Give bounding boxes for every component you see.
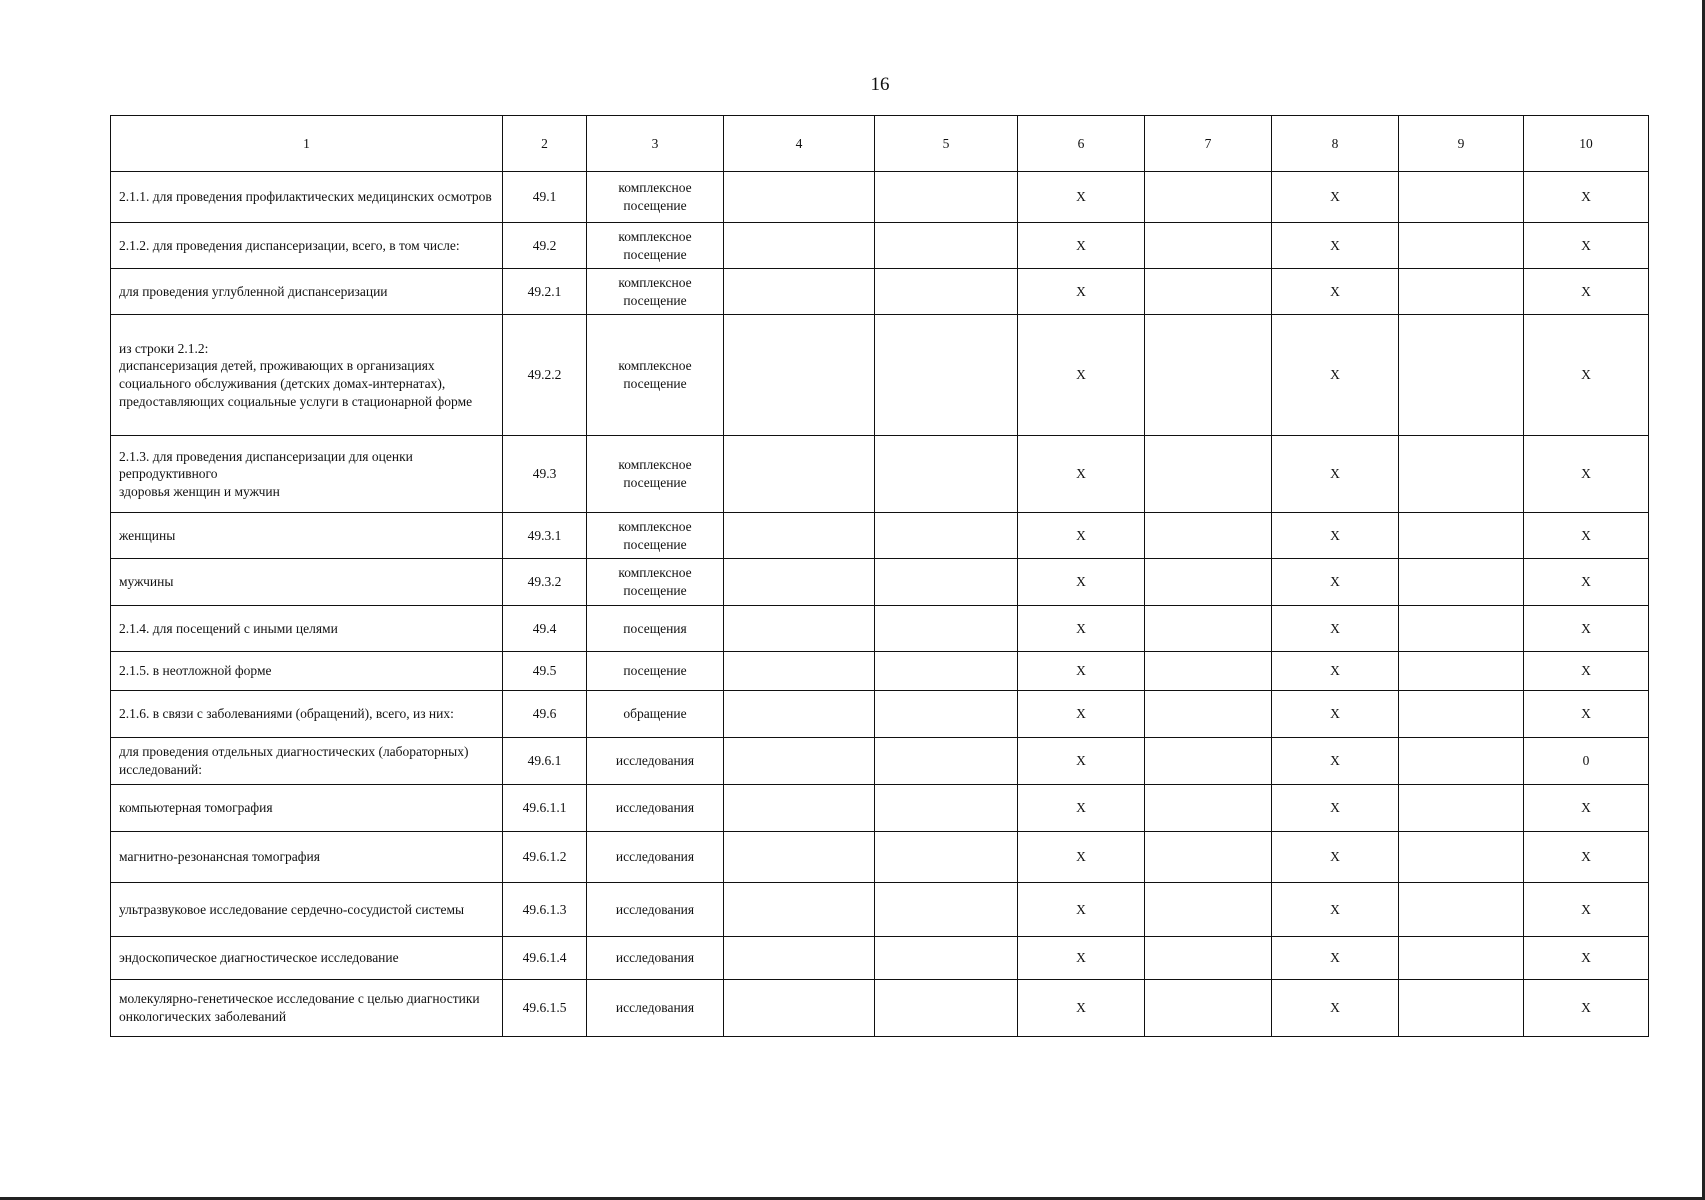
cell-col-6: Х — [1018, 738, 1145, 785]
cell-col-10: Х — [1524, 436, 1649, 513]
cell-col-10: Х — [1524, 315, 1649, 436]
cell-col-5 — [875, 606, 1018, 652]
cell-col-4 — [724, 652, 875, 691]
cell-col-4 — [724, 883, 875, 937]
row-unit-cell: обращение — [587, 691, 724, 738]
cell-col-5 — [875, 980, 1018, 1037]
cell-col-6: Х — [1018, 832, 1145, 883]
table-row — [111, 172, 1649, 223]
row-unit-cell: комплексное посещение — [587, 172, 724, 223]
row-name-cell: ультразвуковое исследование сердечно-сосудистой системы — [111, 883, 503, 937]
cell-col-9 — [1399, 172, 1524, 223]
cell-col-6: Х — [1018, 980, 1145, 1037]
row-code-cell: 49.2.2 — [503, 315, 587, 436]
row-name-cell: из строки 2.1.2: диспансеризация детей, проживающих в организациях социального обслуживания (детских домах-интернатах), предоставляющих социальные услуги в стационарной форме — [111, 315, 503, 436]
cell-col-9 — [1399, 513, 1524, 559]
column-header: 10 — [1524, 116, 1649, 172]
cell-col-5 — [875, 832, 1018, 883]
table-row — [111, 606, 1649, 652]
row-code-cell: 49.3.1 — [503, 513, 587, 559]
row-code-cell: 49.3.2 — [503, 559, 587, 606]
row-code-cell: 49.5 — [503, 652, 587, 691]
cell-col-7 — [1145, 315, 1272, 436]
cell-col-10: Х — [1524, 691, 1649, 738]
cell-col-10: Х — [1524, 652, 1649, 691]
cell-col-8: Х — [1272, 436, 1399, 513]
column-header: 7 — [1145, 116, 1272, 172]
row-name-cell: 2.1.2. для проведения диспансеризации, всего, в том числе: — [111, 223, 503, 269]
cell-col-9 — [1399, 832, 1524, 883]
row-name-cell: 2.1.3. для проведения диспансеризации для оценки репродуктивного здоровья женщин и мужчин — [111, 436, 503, 513]
row-name-cell: эндоскопическое диагностическое исследование — [111, 937, 503, 980]
cell-col-10: Х — [1524, 785, 1649, 832]
column-header: 8 — [1272, 116, 1399, 172]
cell-col-6: Х — [1018, 269, 1145, 315]
row-unit-cell: комплексное посещение — [587, 315, 724, 436]
row-code-cell: 49.6.1.2 — [503, 832, 587, 883]
page-number: 16 — [870, 74, 890, 95]
table-row — [111, 652, 1649, 691]
cell-col-5 — [875, 738, 1018, 785]
document-table — [110, 115, 1649, 1037]
cell-col-9 — [1399, 785, 1524, 832]
row-unit-cell: исследования — [587, 980, 724, 1037]
cell-col-9 — [1399, 436, 1524, 513]
cell-col-8: Х — [1272, 691, 1399, 738]
cell-col-10: Х — [1524, 559, 1649, 606]
table-row — [111, 883, 1649, 937]
row-unit-cell: исследования — [587, 832, 724, 883]
row-code-cell: 49.6.1 — [503, 738, 587, 785]
cell-col-4 — [724, 606, 875, 652]
row-name-cell: молекулярно-генетическое исследование с целью диагностики онкологических заболеваний — [111, 980, 503, 1037]
row-code-cell: 49.2.1 — [503, 269, 587, 315]
cell-col-9 — [1399, 980, 1524, 1037]
cell-col-6: Х — [1018, 223, 1145, 269]
row-unit-cell: исследования — [587, 738, 724, 785]
cell-col-10: Х — [1524, 223, 1649, 269]
cell-col-7 — [1145, 223, 1272, 269]
cell-col-5 — [875, 223, 1018, 269]
row-code-cell: 49.6 — [503, 691, 587, 738]
cell-col-8: Х — [1272, 937, 1399, 980]
row-code-cell: 49.2 — [503, 223, 587, 269]
row-name-cell: для проведения углубленной диспансеризации — [111, 269, 503, 315]
cell-col-8: Х — [1272, 223, 1399, 269]
table-row — [111, 315, 1649, 436]
cell-col-4 — [724, 223, 875, 269]
row-unit-cell: посещения — [587, 606, 724, 652]
cell-col-7 — [1145, 513, 1272, 559]
cell-col-8: Х — [1272, 980, 1399, 1037]
cell-col-9 — [1399, 223, 1524, 269]
row-unit-cell: исследования — [587, 883, 724, 937]
table-row — [111, 785, 1649, 832]
cell-col-7 — [1145, 436, 1272, 513]
row-unit-cell: исследования — [587, 785, 724, 832]
cell-col-7 — [1145, 937, 1272, 980]
cell-col-5 — [875, 315, 1018, 436]
cell-col-5 — [875, 883, 1018, 937]
row-unit-cell: комплексное посещение — [587, 223, 724, 269]
cell-col-4 — [724, 436, 875, 513]
cell-col-7 — [1145, 691, 1272, 738]
row-name-cell: 2.1.6. в связи с заболеваниями (обращений), всего, из них: — [111, 691, 503, 738]
cell-col-7 — [1145, 606, 1272, 652]
cell-col-6: Х — [1018, 937, 1145, 980]
cell-col-8: Х — [1272, 315, 1399, 436]
row-unit-cell: комплексное посещение — [587, 436, 724, 513]
cell-col-9 — [1399, 315, 1524, 436]
cell-col-5 — [875, 172, 1018, 223]
cell-col-6: Х — [1018, 785, 1145, 832]
cell-col-9 — [1399, 559, 1524, 606]
cell-col-5 — [875, 937, 1018, 980]
cell-col-8: Х — [1272, 172, 1399, 223]
cell-col-7 — [1145, 883, 1272, 937]
column-header: 6 — [1018, 116, 1145, 172]
cell-col-5 — [875, 269, 1018, 315]
cell-col-10: Х — [1524, 606, 1649, 652]
cell-col-6: Х — [1018, 883, 1145, 937]
table-row — [111, 269, 1649, 315]
cell-col-9 — [1399, 652, 1524, 691]
row-code-cell: 49.6.1.1 — [503, 785, 587, 832]
cell-col-7 — [1145, 652, 1272, 691]
row-name-cell: для проведения отдельных диагностических (лабораторных) исследований: — [111, 738, 503, 785]
row-name-cell: женщины — [111, 513, 503, 559]
cell-col-4 — [724, 832, 875, 883]
cell-col-6: Х — [1018, 172, 1145, 223]
cell-col-10: Х — [1524, 172, 1649, 223]
cell-col-9 — [1399, 738, 1524, 785]
table-row — [111, 436, 1649, 513]
cell-col-6: Х — [1018, 559, 1145, 606]
table-row — [111, 513, 1649, 559]
column-header: 2 — [503, 116, 587, 172]
cell-col-9 — [1399, 937, 1524, 980]
row-unit-cell: посещение — [587, 652, 724, 691]
cell-col-8: Х — [1272, 652, 1399, 691]
row-name-cell: 2.1.1. для проведения профилактических медицинских осмотров — [111, 172, 503, 223]
cell-col-8: Х — [1272, 832, 1399, 883]
cell-col-6: Х — [1018, 436, 1145, 513]
cell-col-8: Х — [1272, 785, 1399, 832]
cell-col-8: Х — [1272, 606, 1399, 652]
cell-col-9 — [1399, 606, 1524, 652]
cell-col-4 — [724, 269, 875, 315]
cell-col-5 — [875, 652, 1018, 691]
row-name-cell: 2.1.4. для посещений с иными целями — [111, 606, 503, 652]
cell-col-6: Х — [1018, 691, 1145, 738]
cell-col-8: Х — [1272, 269, 1399, 315]
table-row — [111, 832, 1649, 883]
cell-col-10: 0 — [1524, 738, 1649, 785]
cell-col-5 — [875, 513, 1018, 559]
cell-col-4 — [724, 738, 875, 785]
column-header: 3 — [587, 116, 724, 172]
table-row — [111, 559, 1649, 606]
row-code-cell: 49.6.1.3 — [503, 883, 587, 937]
cell-col-7 — [1145, 832, 1272, 883]
row-code-cell: 49.4 — [503, 606, 587, 652]
cell-col-10: Х — [1524, 980, 1649, 1037]
cell-col-6: Х — [1018, 606, 1145, 652]
cell-col-4 — [724, 513, 875, 559]
cell-col-9 — [1399, 691, 1524, 738]
cell-col-9 — [1399, 269, 1524, 315]
table-row — [111, 738, 1649, 785]
cell-col-4 — [724, 980, 875, 1037]
row-code-cell: 49.6.1.5 — [503, 980, 587, 1037]
column-header: 5 — [875, 116, 1018, 172]
cell-col-5 — [875, 785, 1018, 832]
row-code-cell: 49.6.1.4 — [503, 937, 587, 980]
row-name-cell: компьютерная томография — [111, 785, 503, 832]
row-unit-cell: исследования — [587, 937, 724, 980]
column-header: 4 — [724, 116, 875, 172]
row-unit-cell: комплексное посещение — [587, 513, 724, 559]
cell-col-4 — [724, 691, 875, 738]
row-unit-cell: комплексное посещение — [587, 269, 724, 315]
row-unit-cell: комплексное посещение — [587, 559, 724, 606]
table-header-row — [111, 116, 1649, 172]
cell-col-10: Х — [1524, 937, 1649, 980]
table-row — [111, 223, 1649, 269]
cell-col-4 — [724, 172, 875, 223]
cell-col-6: Х — [1018, 652, 1145, 691]
cell-col-6: Х — [1018, 513, 1145, 559]
row-name-cell: мужчины — [111, 559, 503, 606]
cell-col-7 — [1145, 559, 1272, 606]
row-code-cell: 49.1 — [503, 172, 587, 223]
cell-col-7 — [1145, 269, 1272, 315]
cell-col-5 — [875, 559, 1018, 606]
cell-col-8: Х — [1272, 883, 1399, 937]
cell-col-7 — [1145, 738, 1272, 785]
document-table-container — [110, 115, 1648, 1037]
table-row — [111, 937, 1649, 980]
table-row — [111, 691, 1649, 738]
table-row — [111, 980, 1649, 1037]
cell-col-10: Х — [1524, 269, 1649, 315]
cell-col-8: Х — [1272, 738, 1399, 785]
row-name-cell: 2.1.5. в неотложной форме — [111, 652, 503, 691]
cell-col-9 — [1399, 883, 1524, 937]
cell-col-6: Х — [1018, 315, 1145, 436]
cell-col-8: Х — [1272, 513, 1399, 559]
cell-col-4 — [724, 785, 875, 832]
cell-col-8: Х — [1272, 559, 1399, 606]
cell-col-5 — [875, 436, 1018, 513]
cell-col-10: Х — [1524, 513, 1649, 559]
column-header: 1 — [111, 116, 503, 172]
cell-col-10: Х — [1524, 883, 1649, 937]
cell-col-5 — [875, 691, 1018, 738]
cell-col-4 — [724, 315, 875, 436]
row-name-cell: магнитно-резонансная томография — [111, 832, 503, 883]
cell-col-7 — [1145, 980, 1272, 1037]
column-header: 9 — [1399, 116, 1524, 172]
cell-col-4 — [724, 937, 875, 980]
cell-col-7 — [1145, 172, 1272, 223]
cell-col-10: Х — [1524, 832, 1649, 883]
cell-col-4 — [724, 559, 875, 606]
row-code-cell: 49.3 — [503, 436, 587, 513]
cell-col-7 — [1145, 785, 1272, 832]
